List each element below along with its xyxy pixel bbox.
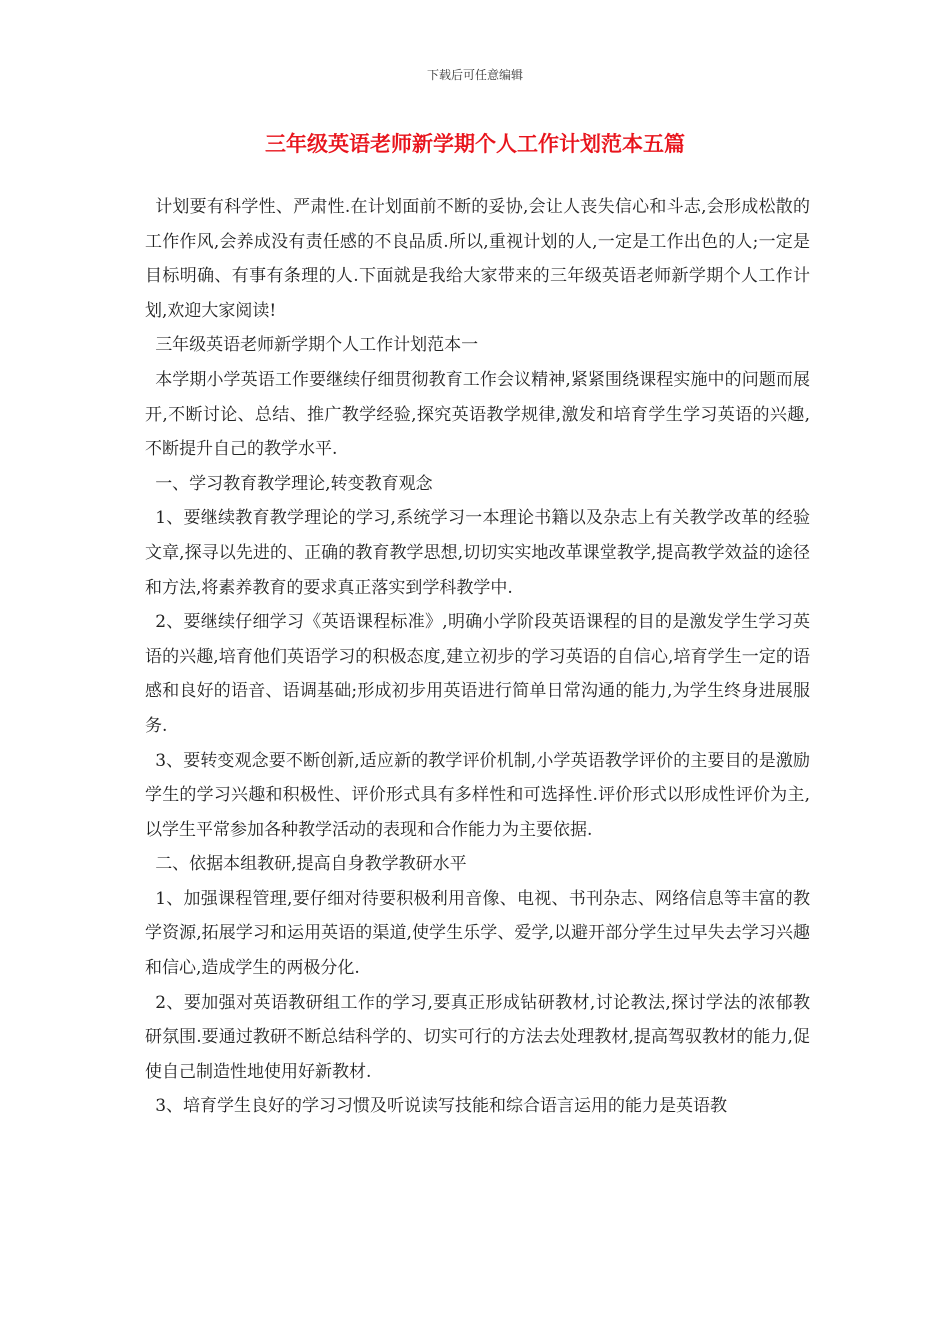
section-heading-1: 一、学习教育教学理论,转变教育观念 bbox=[155, 473, 433, 494]
document-title: 三年级英语老师新学期个人工作计划范本五篇 bbox=[265, 131, 685, 156]
body-paragraph: 1、加强课程管理,要仔细对待要积极利用音像、电视、书刊杂志、网络信息等丰富的教学资源,拓展学习和运用英语的渠道,使学生乐学、爱学,以避开部分学生过早失去学习兴趣和信心,造成学生的两极分化. bbox=[145, 888, 810, 979]
section-heading-2: 二、依据本组教研,提高自身教学教研水平 bbox=[155, 854, 467, 875]
body-paragraph: 2、要加强对英语教研组工作的学习,要真正形成钻研教材,讨论教法,探讨学法的浓郁教研氛围.要通过教研不断总结科学的、切实可行的方法去处理教材,提高驾驭教材的能力,促使自己制造性地使用好新教材. bbox=[145, 992, 810, 1082]
intro-paragraph: 计划要有科学性、严肃性.在计划面前不断的妥协,会让人丧失信心和斗志,会形成松散的工作作风,会养成没有责任感的不良品质.所以,重视计划的人,一定是工作出色的人;一定是目标明确、有事有条理的人.下面就是我给大家带来的三年级英语老师新学期个人工作计划,欢迎大家阅读! bbox=[145, 197, 810, 321]
section-heading-plan-one: 三年级英语老师新学期个人工作计划范本一 bbox=[155, 335, 479, 356]
body-paragraph: 2、要继续仔细学习《英语课程标准》,明确小学阶段英语课程的目的是激发学生学习英语的兴趣,培育他们英语学习的积极态度,建立初步的学习英语的自信心,培育学生一定的语感和良好的语音、语调基础;形成初步用英语进行简单日常沟通的能力,为学生终身进展服务. bbox=[145, 612, 810, 736]
header-note: 下载后可任意编辑 bbox=[426, 68, 523, 82]
document-body bbox=[145, 190, 810, 1124]
body-paragraph: 1、要继续教育教学理论的学习,系统学习一本理论书籍以及杂志上有关教学改革的经验文章,探寻以先进的、正确的教育教学思想,切切实实地改革课堂教学,提高教学效益的途径和方法,将素养教育的要求真正落实到学科教学中. bbox=[145, 508, 810, 598]
body-paragraph: 3、要转变观念要不断创新,适应新的教学评价机制,小学英语教学评价的主要目的是激励学生的学习兴趣和积极性、评价形式具有多样性和可选择性.评价形式以形成性评价为主,以学生平常参加各种教学活动的表现和合作能力为主要依据. bbox=[145, 750, 810, 840]
body-paragraph: 3、培育学生良好的学习习惯及听说读写技能和综合语言运用的能力是英语教 bbox=[155, 1096, 728, 1117]
body-paragraph: 本学期小学英语工作要继续仔细贯彻教育工作会议精神,紧紧围绕课程实施中的问题而展开,不断讨论、总结、推广教学经验,探究英语教学规律,激发和培育学生学习英语的兴趣,不断提升自己的教学水平. bbox=[145, 369, 810, 460]
